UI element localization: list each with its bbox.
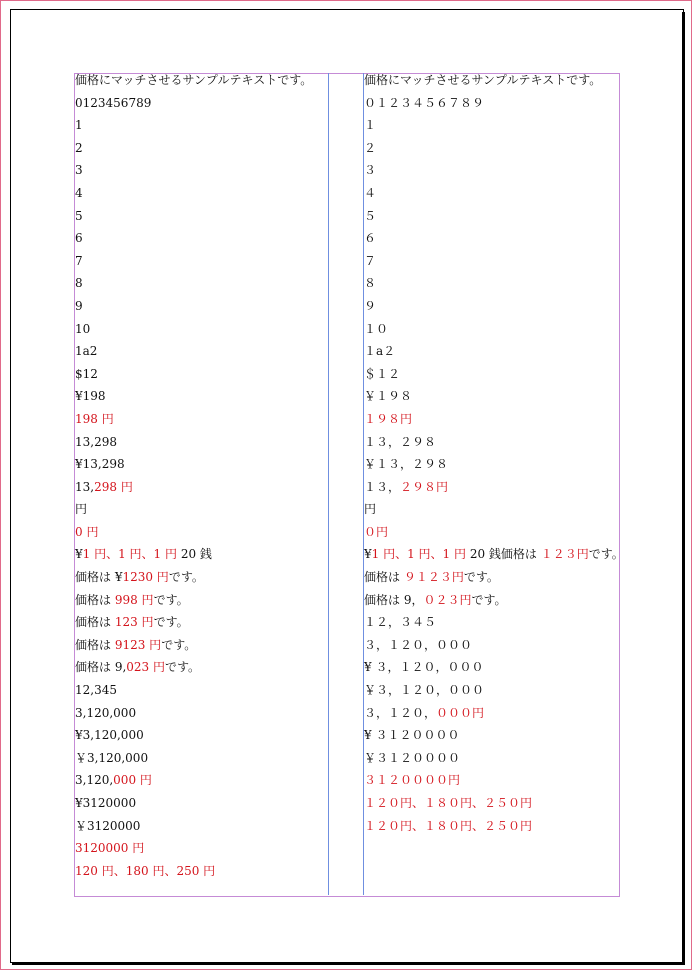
text-line <box>364 501 618 524</box>
text-line <box>364 546 624 569</box>
text-segment: 2 <box>75 140 83 155</box>
text-line <box>364 298 618 321</box>
text-segment: ￥３１２００００ <box>364 750 461 765</box>
text-segment: ¥ ３，１２０，０００ <box>364 660 484 675</box>
text-segment: ８ <box>364 276 377 291</box>
text-segment: ¥198 <box>75 389 106 404</box>
text-segment: 価格は <box>75 615 115 630</box>
text-segment: 1a2 <box>75 344 98 359</box>
text-line <box>364 818 618 841</box>
text-line <box>75 95 327 118</box>
text-line <box>75 456 327 479</box>
text-line <box>75 546 327 569</box>
price-highlight: 298 円 <box>94 479 133 494</box>
price-highlight: １９８円 <box>364 411 413 426</box>
text-segment: ￥１３，２９８ <box>364 457 449 472</box>
text-line <box>364 366 618 389</box>
text-segment: ６ <box>364 231 377 246</box>
text-line <box>75 795 327 818</box>
text-line <box>364 140 618 163</box>
page-shadow-right <box>682 12 685 965</box>
text-segment: $12 <box>75 366 98 381</box>
text-segment: 0123456789 <box>75 95 152 110</box>
text-line <box>75 750 327 773</box>
text-line <box>75 863 327 886</box>
text-line <box>75 275 327 298</box>
text-segment: ９ <box>364 298 377 313</box>
text-line <box>75 72 327 95</box>
text-line <box>364 659 618 682</box>
page-shadow-bottom <box>12 962 685 965</box>
text-segment: 1 <box>75 118 83 133</box>
text-segment: ¥3,120,000 <box>75 728 144 743</box>
text-line <box>364 411 618 434</box>
text-segment: 円 <box>75 502 88 517</box>
text-line <box>75 840 327 863</box>
text-line <box>75 727 327 750</box>
text-line <box>364 456 618 479</box>
text-segment: ¥13,298 <box>75 457 125 472</box>
price-highlight: 000 円 <box>113 773 152 788</box>
text-segment: 3,120,000 <box>75 705 137 720</box>
price-highlight: ９１２３円 <box>403 570 464 585</box>
text-segment: です。 <box>153 615 189 630</box>
price-highlight: 198 円 <box>75 411 114 426</box>
text-line <box>75 140 327 163</box>
text-line <box>75 253 327 276</box>
text-segment: 3,120, <box>75 773 114 788</box>
text-line <box>364 95 618 118</box>
text-segment: ￥３，１２０，０００ <box>364 683 485 698</box>
text-segment: です。 <box>165 660 201 675</box>
text-line <box>364 321 618 344</box>
text-segment: 9 <box>75 298 83 313</box>
text-segment: ３ <box>364 163 377 178</box>
text-line <box>75 117 327 140</box>
text-segment: です。 <box>168 570 204 585</box>
text-segment: ¥ <box>364 547 372 562</box>
text-segment: です。 <box>588 547 624 562</box>
text-line <box>364 592 618 615</box>
text-line <box>364 682 618 705</box>
text-line <box>364 795 618 818</box>
text-segment: ￥3120000 <box>75 818 141 833</box>
price-highlight: １２０円、１８０円、２５０円 <box>364 796 533 810</box>
price-highlight: ０００円 <box>436 705 485 720</box>
price-highlight: 023 円 <box>126 660 165 675</box>
text-line <box>75 705 327 728</box>
text-line <box>75 592 327 615</box>
text-segment: 円 <box>364 502 377 517</box>
text-segment: 3 <box>75 163 83 178</box>
price-highlight: 0 円 <box>75 524 99 539</box>
price-highlight: 120 円、180 円、250 円 <box>75 863 216 878</box>
price-highlight: 998 円 <box>114 592 154 607</box>
text-line <box>75 343 327 366</box>
price-highlight: ３１２００００円 <box>364 773 461 788</box>
text-segment: 10 <box>75 321 91 336</box>
text-segment: ０１２３４５６７８９ <box>364 95 485 110</box>
text-line <box>364 388 618 411</box>
text-line <box>364 275 618 298</box>
text-line <box>75 682 327 705</box>
text-line <box>364 253 618 276</box>
text-segment: ３，１２０， <box>364 705 437 720</box>
text-segment: １０ <box>364 321 389 336</box>
text-line <box>364 569 618 592</box>
price-highlight: 1230 円 <box>122 570 169 585</box>
text-line <box>75 501 327 524</box>
text-segment: ¥3120000 <box>75 796 137 810</box>
text-line <box>75 388 327 411</box>
price-highlight: 1 円、1 円、1 円 <box>371 547 466 562</box>
text-segment: 価格は <box>75 592 115 607</box>
text-line <box>75 366 327 389</box>
text-segment: です。 <box>153 592 189 607</box>
price-highlight: 1 円、1 円、1 円 <box>82 547 177 562</box>
text-segment: ５ <box>364 208 377 223</box>
text-line <box>75 298 327 321</box>
text-line <box>364 524 618 547</box>
text-line <box>75 434 327 457</box>
text-segment: １a２ <box>364 344 396 359</box>
text-segment: ¥ <box>75 547 83 562</box>
text-line <box>364 185 618 208</box>
text-line <box>364 637 618 660</box>
text-line <box>364 230 618 253</box>
text-segment: 価格にマッチさせるサンプルテキストです。 <box>364 73 602 87</box>
text-segment: 6 <box>75 231 83 246</box>
text-line <box>364 208 618 231</box>
text-line <box>364 772 618 795</box>
text-segment: 12,345 <box>75 683 117 698</box>
text-segment: ￥１９８ <box>364 389 413 404</box>
text-line <box>364 117 618 140</box>
price-highlight: ２９８円 <box>400 479 449 494</box>
text-segment: ２ <box>364 140 377 155</box>
text-segment: ￥3,120,000 <box>75 750 149 765</box>
price-highlight: １２０円、１８０円、２５０円 <box>364 818 533 833</box>
price-highlight: 9123 円 <box>114 637 162 652</box>
text-line <box>75 637 327 660</box>
text-line <box>75 208 327 231</box>
text-line <box>364 479 618 502</box>
text-segment: １ <box>364 118 377 133</box>
text-line <box>75 162 327 185</box>
text-line <box>75 659 327 682</box>
text-line <box>364 434 618 457</box>
text-line <box>75 818 327 841</box>
text-segment: ７ <box>364 253 377 268</box>
text-segment: 価格は 9, <box>75 660 127 675</box>
text-line <box>75 614 327 637</box>
price-highlight: 3120000 円 <box>75 841 145 856</box>
text-line <box>75 230 327 253</box>
text-segment: です。 <box>471 592 507 607</box>
text-segment: 価格は <box>364 570 404 585</box>
text-segment: １２，３４５ <box>364 615 437 630</box>
text-line <box>75 185 327 208</box>
text-segment: 価格にマッチさせるサンプルテキストです。 <box>75 73 313 87</box>
text-segment: 価格は <box>75 637 115 652</box>
text-line <box>364 750 618 773</box>
price-highlight: ０２３円 <box>423 592 472 607</box>
text-line <box>364 727 618 750</box>
text-line <box>75 569 327 592</box>
price-highlight: １２３円 <box>540 547 589 562</box>
text-segment: ４ <box>364 185 377 200</box>
text-line <box>75 479 327 502</box>
text-segment: １３， <box>364 479 401 494</box>
text-line <box>75 524 327 547</box>
text-segment: 8 <box>75 276 83 291</box>
text-line <box>75 411 327 434</box>
text-line <box>75 772 327 795</box>
text-segment: ３，１２０，０００ <box>364 637 473 652</box>
text-line <box>364 614 618 637</box>
text-segment: ¥ ３１２００００ <box>364 728 460 743</box>
price-highlight: ０円 <box>364 524 389 539</box>
text-segment: 13,298 <box>75 434 117 449</box>
text-segment: 5 <box>75 208 83 223</box>
text-line <box>364 72 618 95</box>
text-line <box>364 343 618 366</box>
text-segment: 4 <box>75 185 83 200</box>
text-line <box>364 705 618 728</box>
price-highlight: 123 円 <box>114 615 154 630</box>
text-segment: 20 銭価格は <box>466 547 541 562</box>
text-segment: です。 <box>463 570 499 585</box>
text-segment: 7 <box>75 253 83 268</box>
text-segment: ＄１２ <box>364 366 401 381</box>
text-segment: 20 銭 <box>177 547 212 562</box>
text-segment: 価格は 9， <box>364 592 424 607</box>
text-line <box>364 162 618 185</box>
left-text-column[interactable] <box>75 72 327 885</box>
text-segment: 13, <box>75 479 95 494</box>
text-segment: １３，２９８ <box>364 434 437 449</box>
text-line <box>75 321 327 344</box>
right-text-column[interactable] <box>364 72 624 840</box>
text-segment: 価格は ¥ <box>75 570 123 585</box>
text-segment: です。 <box>161 637 197 652</box>
